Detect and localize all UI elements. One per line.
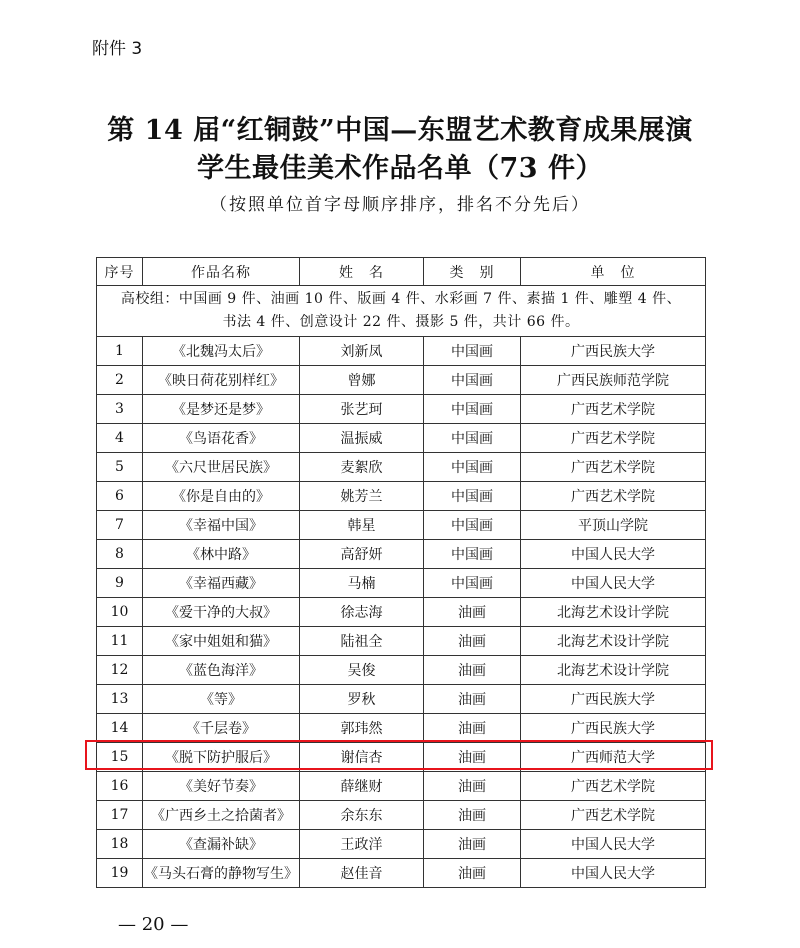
cell-category: 油画 [424,743,521,772]
page-number: — 20 — [118,914,189,935]
cell-title: 《广西乡土之拾菌者》 [143,801,300,830]
cell-name: 薛继财 [300,772,424,801]
cell-title: 《脱下防护服后》 [143,743,300,772]
cell-unit: 广西艺术学院 [521,482,706,511]
cell-no: 18 [97,830,143,859]
cell-no: 8 [97,540,143,569]
cell-title: 《幸福西藏》 [143,569,300,598]
cell-category: 油画 [424,627,521,656]
cell-title: 《映日荷花别样红》 [143,366,300,395]
cell-title: 《爱干净的大叔》 [143,598,300,627]
cell-category: 油画 [424,772,521,801]
cell-category: 油画 [424,656,521,685]
cell-name: 马楠 [300,569,424,598]
cell-title: 《林中路》 [143,540,300,569]
cell-category: 中国画 [424,511,521,540]
table-row [97,337,706,366]
summary-line1: 高校组：中国画 9 件、油画 10 件、版画 4 件、水彩画 7 件、素描 1 件、雕塑 4 件、 [120,291,682,307]
cell-unit: 中国人民大学 [521,830,706,859]
table-row [97,830,706,859]
cell-title: 《家中姐姐和猫》 [143,627,300,656]
table-row [97,482,706,511]
cell-unit: 北海艺术设计学院 [521,627,706,656]
table-header-row [97,258,706,286]
table-row [97,772,706,801]
cell-name: 吴俊 [300,656,424,685]
cell-title: 《幸福中国》 [143,511,300,540]
cell-name: 郭玮然 [300,714,424,743]
cell-no: 16 [97,772,143,801]
cell-name: 陆祖全 [300,627,424,656]
cell-name: 王政洋 [300,830,424,859]
cell-title: 《马头石膏的静物写生》 [143,859,300,888]
cell-name: 徐志海 [300,598,424,627]
document-title-line1: 第 14 届“红铜鼓”中国—东盟艺术教育成果展演 [107,115,693,146]
cell-category: 中国画 [424,453,521,482]
header-unit: 单 位 [521,258,706,286]
table-row [97,714,706,743]
cell-name: 高舒妍 [300,540,424,569]
cell-unit: 广西民族师范学院 [521,366,706,395]
cell-name: 韩星 [300,511,424,540]
cell-title: 《六尺世居民族》 [143,453,300,482]
summary-row [97,286,706,337]
cell-category: 油画 [424,685,521,714]
header-category: 类 别 [424,258,521,286]
cell-unit: 广西民族大学 [521,337,706,366]
cell-name: 曾娜 [300,366,424,395]
cell-title: 《千层卷》 [143,714,300,743]
cell-category: 油画 [424,714,521,743]
cell-no: 11 [97,627,143,656]
table-row [97,453,706,482]
cell-no: 6 [97,482,143,511]
cell-title: 《北魏冯太后》 [143,337,300,366]
cell-name: 姚芳兰 [300,482,424,511]
table-row [97,424,706,453]
cell-unit: 北海艺术设计学院 [521,656,706,685]
cell-category: 中国画 [424,424,521,453]
cell-category: 油画 [424,801,521,830]
table-row [97,598,706,627]
cell-unit: 平顶山学院 [521,511,706,540]
cell-no: 9 [97,569,143,598]
header-name: 姓 名 [300,258,424,286]
cell-name: 罗秋 [300,685,424,714]
cell-no: 13 [97,685,143,714]
attachment-label: 附件 3 [92,39,143,59]
cell-name: 谢信杏 [300,743,424,772]
cell-unit: 广西艺术学院 [521,453,706,482]
cell-category: 中国画 [424,540,521,569]
cell-name: 麦絮欣 [300,453,424,482]
table-row [97,395,706,424]
cell-unit: 广西艺术学院 [521,424,706,453]
cell-category: 中国画 [424,569,521,598]
awards-table [96,257,706,888]
cell-no: 12 [97,656,143,685]
cell-category: 油画 [424,830,521,859]
highlight-box [85,740,713,770]
table-row [97,540,706,569]
document-subtitle: （按照单位首字母顺序排序，排名不分先后） [210,195,590,215]
header-title: 作品名称 [143,258,300,286]
cell-no: 7 [97,511,143,540]
cell-unit: 中国人民大学 [521,540,706,569]
cell-title: 《是梦还是梦》 [143,395,300,424]
summary-cell [97,286,706,337]
cell-category: 油画 [424,598,521,627]
cell-no: 5 [97,453,143,482]
cell-no: 19 [97,859,143,888]
cell-title: 《查漏补缺》 [143,830,300,859]
cell-no: 4 [97,424,143,453]
cell-name: 温振威 [300,424,424,453]
cell-unit: 北海艺术设计学院 [521,598,706,627]
cell-name: 刘新凤 [300,337,424,366]
cell-category: 中国画 [424,482,521,511]
cell-no: 14 [97,714,143,743]
table-row [97,685,706,714]
cell-category: 中国画 [424,395,521,424]
table-row [97,366,706,395]
cell-unit: 广西师范大学 [521,743,706,772]
cell-title: 《美好节奏》 [143,772,300,801]
header-no: 序号 [97,258,143,286]
cell-name: 张艺珂 [300,395,424,424]
cell-no: 3 [97,395,143,424]
table-row [97,859,706,888]
cell-unit: 广西民族大学 [521,685,706,714]
cell-name: 余东东 [300,801,424,830]
cell-unit: 中国人民大学 [521,569,706,598]
cell-unit: 广西民族大学 [521,714,706,743]
table-row [97,569,706,598]
cell-name: 赵佳音 [300,859,424,888]
table-row [97,801,706,830]
cell-title: 《蓝色海洋》 [143,656,300,685]
cell-no: 17 [97,801,143,830]
table-row [97,656,706,685]
summary-line2: 书法 4 件、创意设计 22 件、摄影 5 件，共计 66 件。 [222,314,580,330]
cell-unit: 广西艺术学院 [521,801,706,830]
cell-category: 中国画 [424,337,521,366]
table-row [97,511,706,540]
cell-unit: 中国人民大学 [521,859,706,888]
cell-unit: 广西艺术学院 [521,772,706,801]
cell-category: 中国画 [424,366,521,395]
cell-no: 2 [97,366,143,395]
cell-category: 油画 [424,859,521,888]
cell-title: 《鸟语花香》 [143,424,300,453]
cell-no: 10 [97,598,143,627]
cell-no: 1 [97,337,143,366]
cell-title: 《等》 [143,685,300,714]
table-row [97,627,706,656]
cell-unit: 广西艺术学院 [521,395,706,424]
cell-title: 《你是自由的》 [143,482,300,511]
cell-no: 15 [97,743,143,772]
document-title-line2: 学生最佳美术作品名单（73 件） [197,153,603,184]
